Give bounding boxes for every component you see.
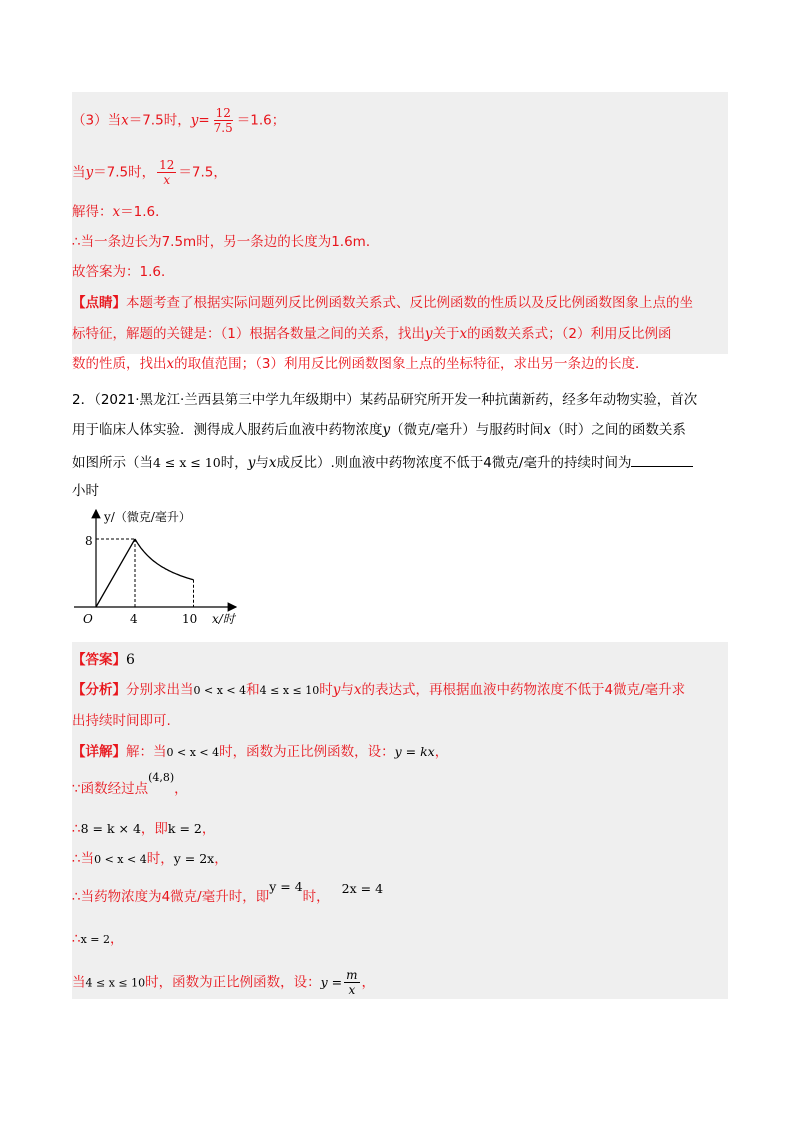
fraction-12-over-7.5 xyxy=(212,106,235,135)
text: 与 xyxy=(340,682,354,698)
math-expression: 2x = 4 xyxy=(341,881,384,896)
math-expression: x = 2 xyxy=(80,933,111,946)
text: 成反比）.则血液中药物浓度不低于4微克/毫升的持续时间为 xyxy=(276,455,632,471)
text: ＝1.6． xyxy=(120,204,169,220)
math-expression: y = xyxy=(320,974,343,990)
detail-line-7 xyxy=(72,968,375,997)
analysis-line-1 xyxy=(72,681,685,700)
var-x: x xyxy=(121,112,129,129)
answer-value: 6 xyxy=(126,652,135,668)
part3-line-4: ∴当一条边长为7.5m时，另一条边的长度为1.6m． xyxy=(72,234,380,250)
text: 的表达式，再根据血液中药物浓度不低于4微克/毫升求 xyxy=(361,682,686,698)
math-inequality: 4 ≤ x ≤ 10 xyxy=(153,455,221,470)
var-x: x xyxy=(543,422,551,438)
detail-line-5 xyxy=(72,879,384,906)
detail-line-2 xyxy=(72,771,188,799)
text: ＝7.5时， xyxy=(128,112,191,129)
text: ， xyxy=(110,931,124,947)
text: （3）当 xyxy=(72,112,122,129)
text: 时，函数为正比例函数，设： xyxy=(145,974,321,991)
text: ， xyxy=(361,974,376,991)
part3-line-2 xyxy=(72,158,227,187)
answer-tag: 【答案】 xyxy=(72,652,126,668)
text: （时）之间的函数关系 xyxy=(550,422,686,438)
text: ∴ xyxy=(72,821,81,837)
text: ， xyxy=(201,821,216,837)
math-expression: y = 4 xyxy=(269,879,303,894)
y-tick-8: 8 xyxy=(85,534,93,548)
text: ∴ xyxy=(72,931,81,947)
detail-line-3 xyxy=(72,820,215,838)
text: ， xyxy=(174,781,188,797)
text: ∴当 xyxy=(72,851,95,867)
text: 当 xyxy=(72,974,86,991)
denominator: x xyxy=(348,983,356,997)
math-inequality: 0 < x < 4 xyxy=(94,853,147,866)
var-y: y xyxy=(332,682,341,698)
text: 本题考查了根据实际问题列反比例函数关系式、反比例函数的性质以及反比例函数图象上点的坐 xyxy=(126,295,693,311)
y-axis-label: y/（微克/毫升） xyxy=(104,510,191,524)
text: 解得： xyxy=(72,204,113,220)
x-tick-10: 10 xyxy=(182,612,198,626)
var-x: x xyxy=(353,682,362,698)
part3-line-5: 故答案为：1.6． xyxy=(72,264,175,280)
analysis-line-2: 出持续时间即可. xyxy=(72,713,171,729)
dianjing-line-2 xyxy=(72,325,671,343)
text: 时 xyxy=(319,682,333,698)
question-line-3 xyxy=(72,452,693,472)
text: 分别求出当 xyxy=(126,682,194,698)
text: 时， xyxy=(220,455,248,471)
math-expression: y = kx xyxy=(394,744,435,759)
text: 与 xyxy=(255,455,269,471)
detail-tag: 【详解】 xyxy=(72,744,126,760)
var-x: x xyxy=(166,356,175,372)
text: （微克/毫升）与服药时间 xyxy=(390,422,544,438)
dianjing-line-3 xyxy=(72,355,648,373)
answer-blank xyxy=(631,452,693,467)
math-point: (4,8) xyxy=(148,771,175,784)
math-inequality: 4 ≤ x ≤ 10 xyxy=(259,684,320,697)
text: ＝1.6； xyxy=(236,112,286,129)
var-y: y xyxy=(424,326,433,342)
detail-line-4 xyxy=(72,850,228,869)
dianjing-tag: 【点睛】 xyxy=(72,295,126,311)
text: ，即 xyxy=(140,821,168,837)
x-tick-4: 4 xyxy=(130,612,138,626)
denominator: x xyxy=(163,173,171,187)
question-line-2 xyxy=(72,421,686,439)
text: 数的性质，找出 xyxy=(72,356,167,372)
part3-line-1 xyxy=(72,106,285,135)
analysis-tag: 【分析】 xyxy=(72,682,126,698)
var-y: y xyxy=(382,422,391,438)
var-y: y xyxy=(247,455,256,471)
text: 时， xyxy=(302,889,330,905)
math-expression: 8 = k × 4 xyxy=(80,821,141,836)
numerator: 12 xyxy=(215,106,231,120)
var-x: x xyxy=(459,326,468,342)
x-axis-label: x/时 xyxy=(212,612,235,626)
text: ＝7.5时， xyxy=(93,164,156,181)
text: 时，函数为正比例函数，设： xyxy=(219,744,395,760)
dianjing-line-1 xyxy=(72,294,693,312)
math-expression: k = 2 xyxy=(167,821,202,836)
text: ， xyxy=(434,744,449,760)
text: = xyxy=(198,112,210,129)
detail-line-1 xyxy=(72,743,448,762)
numerator: 12 xyxy=(159,158,175,172)
text: 的取值范围；（3）利用反比例函数图象上点的坐标特征，求出另一条边的长度． xyxy=(174,356,649,372)
plot-layer xyxy=(96,539,194,607)
text: 解：当 xyxy=(126,744,167,760)
denominator: 7.5 xyxy=(213,121,233,135)
text: 如图所示（当 xyxy=(72,455,153,471)
numerator: m xyxy=(346,968,358,982)
text: ， xyxy=(214,851,228,867)
text: 标特征，解题的关键是：（1）根据各数量之间的关系，找出 xyxy=(72,326,425,342)
fraction-m-over-x xyxy=(344,968,359,997)
series-inverse-curve xyxy=(135,539,194,580)
series-linear-line xyxy=(96,539,135,607)
question-line-1: 2．（2021·黑龙江·兰西县第三中学九年级期中）某药品研究所开发一种抗菌新药，经多年动物实验，首次 xyxy=(72,392,698,408)
text: ＝7.5， xyxy=(178,164,227,181)
concentration-graph xyxy=(70,500,270,630)
math-inequality: 0 < x < 4 xyxy=(166,746,220,759)
var-y: y xyxy=(190,112,199,129)
text: 的函数关系式；（2）利用反比例函 xyxy=(467,326,672,342)
origin-label: O xyxy=(83,612,93,626)
fraction-12-over-x xyxy=(157,158,176,187)
math-expression: y = 2x xyxy=(173,851,215,866)
text: 关于 xyxy=(432,326,460,342)
var-y: y xyxy=(85,164,94,181)
math-inequality: 4 ≤ x ≤ 10 xyxy=(85,976,146,990)
text: 和 xyxy=(246,682,260,698)
text: 时， xyxy=(146,851,174,867)
text: 用于临床人体实验．测得成人服药后血液中药物浓度 xyxy=(72,422,383,438)
math-inequality: 0 < x < 4 xyxy=(193,684,247,697)
var-x: x xyxy=(112,204,121,220)
text: ∵函数经过点 xyxy=(72,781,149,797)
answer-line xyxy=(72,651,135,669)
question-line-4: 小时 xyxy=(72,483,99,499)
text: ∴当药物浓度为4微克/毫升时，即 xyxy=(72,889,270,905)
var-x: x xyxy=(268,455,277,471)
detail-line-6 xyxy=(72,930,124,949)
part3-line-3 xyxy=(72,203,169,221)
text: 当 xyxy=(72,164,86,181)
